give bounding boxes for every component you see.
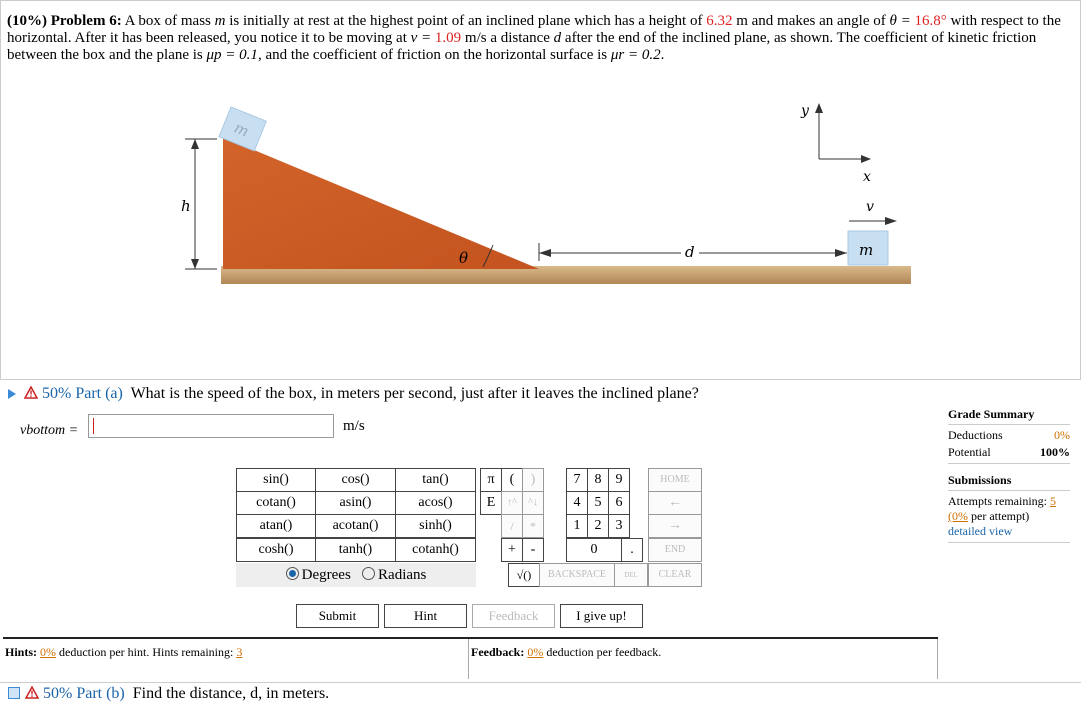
hints-info: [5, 645, 242, 660]
key-del[interactable]: DEL: [614, 563, 648, 587]
attempts-value: 5: [1049, 494, 1056, 508]
theta-eq: θ =: [889, 13, 915, 29]
incline-figure: [171, 93, 911, 293]
hint-button[interactable]: Hint: [384, 604, 467, 628]
part-a-header: [8, 385, 699, 403]
mu-r: μr = 0.2: [610, 47, 661, 63]
angle-value: 16.8°: [914, 13, 947, 29]
v-eq: v =: [410, 30, 435, 46]
problem-text-4: with respect to the horizontal. After it has been released, you notice it to be moving at: [7, 13, 1061, 46]
part-b-header: [8, 685, 329, 703]
per-attempt-pct: (0%: [948, 509, 968, 523]
key-cosh[interactable]: cosh(): [236, 538, 316, 562]
problem-text-8: .: [660, 47, 665, 63]
part-a-percent: 50% Part (a): [42, 385, 123, 402]
angle-mode: [236, 563, 476, 587]
collapse-square-icon[interactable]: [8, 687, 20, 699]
d-label: d: [685, 243, 695, 261]
key-left-arrow[interactable]: ←: [648, 491, 702, 515]
height-unit: m: [732, 13, 748, 29]
key-sqrt[interactable]: √(): [508, 563, 540, 587]
key-pi[interactable]: π: [480, 468, 502, 492]
key-sin[interactable]: sin(): [236, 468, 316, 492]
key-acos[interactable]: acos(): [395, 491, 476, 515]
feedback-button[interactable]: Feedback: [472, 604, 555, 628]
part-b: [0, 682, 1081, 710]
problem-text-6: after the end of the inclined plane, as shown. The coefficient of kinetic friction between the box and the plane is: [7, 30, 1037, 63]
answer-unit: m/s: [343, 418, 365, 434]
key-5[interactable]: 5: [587, 491, 609, 515]
h-label: h: [181, 197, 191, 215]
expand-triangle-icon[interactable]: [8, 389, 16, 399]
hints-feedback-bar: [3, 637, 938, 677]
feedback-pct: 0%: [527, 645, 544, 659]
key-8[interactable]: 8: [587, 468, 609, 492]
theta-label: θ: [459, 249, 469, 267]
key-backspace[interactable]: BACKSPACE: [539, 563, 615, 587]
degrees-label: Degrees: [301, 567, 351, 583]
potential-row: [948, 445, 1070, 464]
answer-input[interactable]: [88, 414, 334, 438]
key-left-paren[interactable]: (: [501, 468, 523, 492]
key-sinh[interactable]: sinh(): [395, 514, 476, 538]
key-cotanh[interactable]: cotanh(): [395, 538, 476, 562]
key-decimal[interactable]: .: [621, 538, 643, 562]
potential-label: Potential: [948, 445, 991, 459]
var-d: d: [553, 30, 562, 46]
hints-text: deduction per hint. Hints remaining:: [59, 645, 234, 659]
deductions-label: Deductions: [948, 428, 1003, 442]
key-1[interactable]: 1: [566, 514, 588, 538]
key-7[interactable]: 7: [566, 468, 588, 492]
feedback-info: [471, 645, 661, 660]
key-e[interactable]: E: [480, 491, 502, 515]
key-3[interactable]: 3: [608, 514, 630, 538]
per-attempt-text: per attempt): [971, 509, 1030, 523]
box-top-label: m: [231, 118, 252, 141]
part-a-question: What is the speed of the box, in meters per second, just after it leaves the inclined plane?: [130, 385, 699, 402]
key-cotan[interactable]: cotan(): [236, 491, 316, 515]
problem-statement: [7, 13, 1077, 64]
warning-icon: [24, 386, 38, 399]
deductions-row: [948, 428, 1070, 443]
key-minus[interactable]: -: [522, 538, 544, 562]
text-cursor: [93, 418, 94, 434]
var-m: m: [214, 13, 226, 29]
degrees-radio[interactable]: [286, 567, 299, 580]
detailed-view-link[interactable]: detailed view: [948, 524, 1070, 543]
key-6[interactable]: 6: [608, 491, 630, 515]
hints-remaining: 3: [236, 645, 243, 659]
problem-text-1: A box of mass: [121, 13, 215, 29]
key-9[interactable]: 9: [608, 468, 630, 492]
hints-label: Hints:: [5, 645, 38, 659]
problem-text-3: and makes an angle of: [747, 13, 890, 29]
mu-p: μp = 0.1: [206, 47, 258, 63]
problem-title: (10%) Problem 6:: [7, 13, 122, 29]
attempts-row: [948, 494, 1070, 509]
key-2[interactable]: 2: [587, 514, 609, 538]
radians-label: Radians: [378, 567, 427, 583]
problem-text-5: a distance: [486, 30, 554, 46]
problem-text-2: is initially at rest at the highest point of an inclined plane which has a height of: [225, 13, 707, 29]
key-home[interactable]: HOME: [648, 468, 702, 492]
submit-button[interactable]: Submit: [296, 604, 379, 628]
key-end[interactable]: END: [648, 538, 702, 562]
submissions-panel: [948, 473, 1070, 543]
y-label: y: [801, 103, 809, 119]
potential-value: 100%: [1040, 445, 1070, 459]
height-value: 6.32: [706, 13, 733, 29]
key-tan[interactable]: tan(): [395, 468, 476, 492]
submissions-title: Submissions: [948, 473, 1070, 491]
deductions-value: 0%: [1054, 428, 1070, 442]
speed-value: 1.09: [434, 30, 462, 46]
key-cos[interactable]: cos(): [315, 468, 396, 492]
key-right-arrow[interactable]: →: [648, 514, 702, 538]
key-plus[interactable]: +: [501, 538, 523, 562]
key-4[interactable]: 4: [566, 491, 588, 515]
attempts-label: Attempts remaining:: [948, 494, 1047, 508]
grade-summary: [948, 407, 1070, 464]
hintbar-right-border: [937, 639, 938, 679]
hints-divider: [468, 639, 469, 679]
feedback-label: Feedback:: [471, 645, 525, 659]
warning-icon: [25, 686, 39, 699]
key-acotan[interactable]: acotan(): [315, 514, 396, 538]
key-0[interactable]: 0: [566, 538, 622, 562]
speed-unit: m/s: [461, 30, 487, 46]
radians-radio[interactable]: [362, 567, 375, 580]
part-b-percent: 50% Part (b): [43, 685, 125, 702]
key-tanh[interactable]: tanh(): [315, 538, 396, 562]
key-multiply[interactable]: *: [522, 514, 544, 538]
give-up-button[interactable]: I give up!: [560, 604, 643, 628]
key-atan[interactable]: atan(): [236, 514, 316, 538]
key-clear[interactable]: CLEAR: [648, 563, 702, 587]
v-label: v: [866, 199, 874, 215]
key-power-up[interactable]: ↑^: [501, 491, 523, 515]
key-divide[interactable]: /: [501, 514, 523, 538]
key-asin[interactable]: asin(): [315, 491, 396, 515]
hints-pct: 0%: [40, 645, 57, 659]
answer-label: vbottom =: [20, 423, 79, 438]
feedback-text: deduction per feedback.: [546, 645, 662, 659]
part-b-question: Find the distance, d, in meters.: [132, 685, 330, 702]
x-label: x: [863, 169, 871, 185]
per-attempt-row: [948, 509, 1070, 524]
box-bottom-label: m: [859, 241, 874, 259]
grade-summary-title: Grade Summary: [948, 407, 1070, 425]
key-right-paren[interactable]: ): [522, 468, 544, 492]
problem-text-7: , and the coefficient of friction on the horizontal surface is: [257, 47, 611, 63]
key-power-down[interactable]: ^↓: [522, 491, 544, 515]
